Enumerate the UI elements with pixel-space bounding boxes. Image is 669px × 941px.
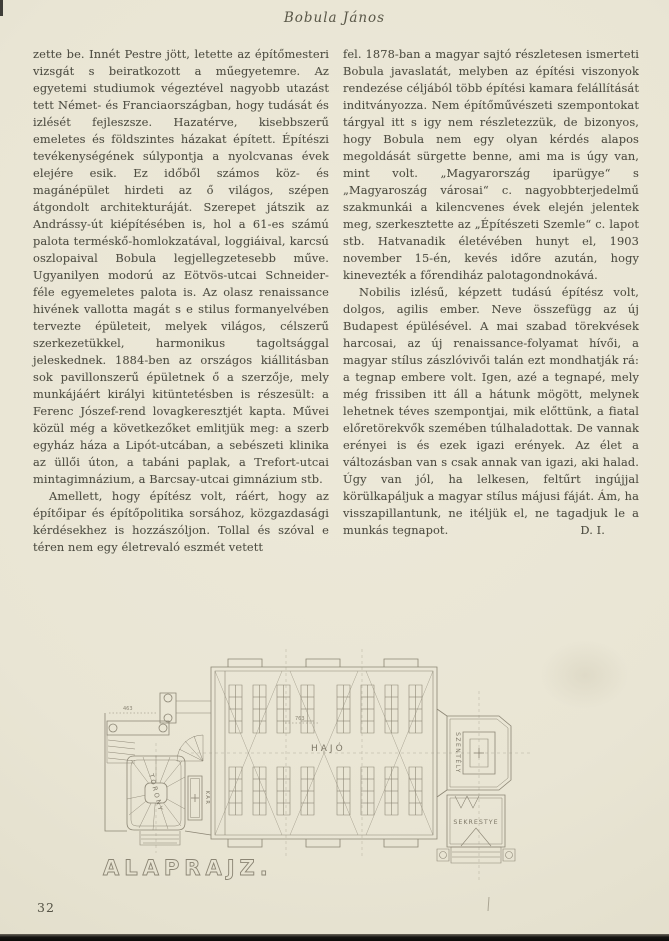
tower [127,756,185,830]
plan-label-choir: KAR [204,790,210,806]
paragraph: fel. 1878-ban a magyar sajtó részletesen ismerteti Bobula javaslatát, melyben az építési viszonyok rendezése céljából több építési kamara felállítását inditványozza. Nem építőművészeti szempontokat tárgyal itt s igy nem részletezzük, de bizonyos, hogy Bobula nem egy olyan kérdés alapos megoldását sürgette benne, ami ma is úgy van, mint volt. „Magyarország iparügye“ s „Magyaroszág városai“ c. nagyobbterjedelmű szakmunkái a kilencvenes évek elején jelentek meg, szerkesztette az „Építészeti Szemle“ c. lapot stb. Hatvanadik életévében hunyt el, 1903 november 15-én, kevés időre azután, hogy kinevezték a főrendiház palotagondnokává. [343,47,639,282]
plan-caption: ALAPRAJZ. [103,856,273,880]
west-outer-wall [105,713,211,835]
paragraph: zette be. Innét Pestre jött, letette az építőmesteri vizsgát s beiratkozott a műegyetemre. Az egyetemi studiumok végeztével nagyobb utazást tett Német- és Franciaországban, hogy tudását és izlését fejleszsze. Hazatérve, kisebbszerű emeletes és földszintes házakat épített. Építészi tevékenységének súlypontja a nyolcvanas évek elejére esik. Ez időből számos köz- és magánépület hirdeti az ő világos, szépen átgondolt architekturáját. Szerepet játszik az Andrássy-út kiépítésében is, hol a 61-es számú palota terméskő-homlokzatával, loggiáival, karcsú oszlopaival Bobula legjellegzetesebb műve. Ugyanilyen modorú az Eötvös-utcai Schneider-féle egyemeletes palota is. Az olasz renaissance hivének vallotta magát s e stilus formanyelvében tervezte épületeit, melyek világos, célszerű szerkezetükkel, harmonikus tagoltsággal jeleskednek. 1884-ben az országos kiállitásban sok pavillonszerű épületnek ő a szerzője, mely munkájáért királyi kitüntetésben is részesült: a Ferenc Jószef-rend lovagkeresztjét kapta. Művei közül még a következőket emlitjük meg: a szerb egyház háza a Lipót-utcában, a sebészeti klinika az üllői úton, a tabáni paplak, a Trefort-utcai mintagimnázium, a Barcsay-utcai gimnázium stb. [33,47,329,486]
paper-stain [540,640,630,710]
straight-stair [107,735,135,763]
axis-lines [156,649,533,883]
plan-label-sanctuary: SZENTÉLY [454,732,461,774]
entrance-steps [140,831,180,845]
plan-label-sacristy: SEKRESTYE [453,819,499,826]
plan-label-nave: HAJÓ [311,744,346,754]
floor-plan-drawing [95,643,535,891]
page-number: 32 [37,900,55,915]
paragraph: Nobilis izlésű, képzett tudású építész volt, dolgos, agilis ember. Neve összefügg az új Budapest épülésével. A mai szabad törekvések harcosai, az új renaissance-folyamat hívői, a magyar stílus zászlóvivői talán ezt mondhatják rá: a tegnap embere volt. Igen, azé a tegnapé, mely még frissiben itt áll a hátunk mögött, melynek lehetnek téves szempontjai, mik előttünk, a fiatal előretörekvők szemében túlhaladottak. De vannak erényei is és ezek igazi erények. Az élet a változásban van s csak annak van igazi, aki halad. Úgy van jól, ha lelkesen, feltűrt ingújjal körülkapáljuk a magyar stílus májusi fáját. Ám, ha visszapillantunk, ne itéljük el, ne tagadjuk le a munkás tegnapot. [343,285,639,537]
scan-crease [488,897,490,911]
author-initials: D. I. [580,523,605,537]
svg-text:463: 463 [123,706,133,712]
scan-edge-mark [0,0,3,16]
paragraph: Amellett, hogy építész volt, ráért, hogy az építőipar és építőpolitika sorsához, közgazdasági kérdésekhez is hozzászóljon. Tollal és szóval e téren nem egy életrevaló eszmét vetett [33,489,329,554]
scan-edge-bar [0,934,669,941]
spiral-stair [177,735,203,761]
choir-box [188,776,210,820]
running-head: Bobula János [283,10,386,26]
plan-label-tower: TORONY [147,772,165,814]
svg-text:763: 763 [295,716,305,722]
sacristy-steps [437,847,515,863]
sacristy [437,795,515,863]
article-body [33,46,639,556]
left-column [33,46,329,556]
porch-dimension [109,706,157,713]
right-column [343,46,639,556]
entrance-porch [107,693,211,735]
